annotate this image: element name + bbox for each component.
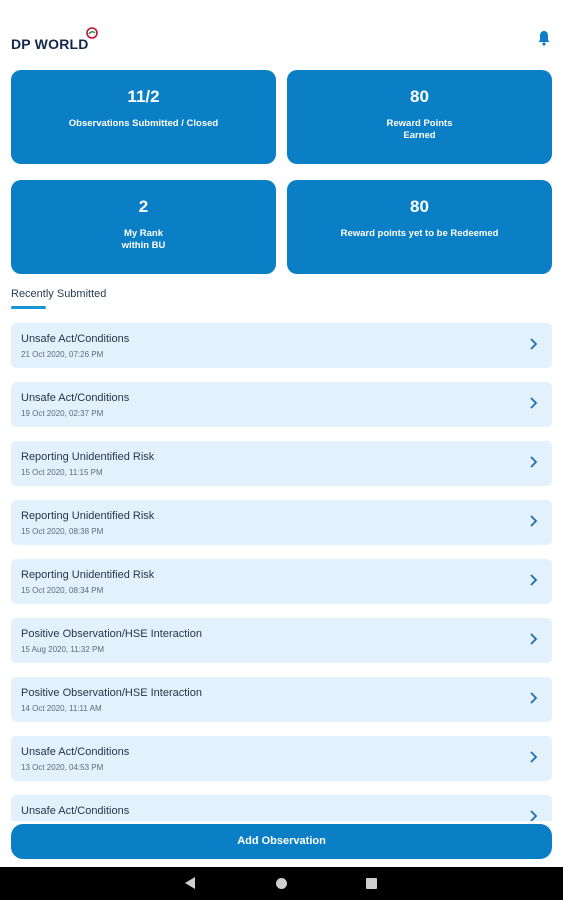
list-item-date: 15 Aug 2020, 11:32 PM <box>21 645 105 654</box>
stat-label: Reward Points Earned <box>386 118 453 141</box>
chevron-right-icon <box>529 691 538 705</box>
list-item[interactable] <box>11 795 552 821</box>
stat-card-reward-points-earned[interactable] <box>287 70 552 164</box>
stat-label: Reward points yet to be Redeemed <box>340 228 499 239</box>
home-icon[interactable] <box>276 878 287 889</box>
stat-card-observations[interactable] <box>11 70 276 164</box>
system-navigation-bar <box>0 867 563 900</box>
list-item-title: Reporting Unidentified Risk <box>21 451 155 463</box>
chevron-right-icon <box>529 809 538 821</box>
back-icon[interactable] <box>184 876 196 890</box>
chevron-right-icon <box>529 632 538 646</box>
add-observation-button[interactable]: Add Observation <box>11 824 552 859</box>
stat-value: 11/2 <box>127 87 160 106</box>
chevron-right-icon <box>529 750 538 764</box>
list-item[interactable] <box>11 500 552 545</box>
list-item-date: 13 Oct 2020, 04:53 PM <box>21 763 104 772</box>
list-item-title: Positive Observation/HSE Interaction <box>21 687 202 699</box>
app-header <box>0 0 563 62</box>
list-item[interactable] <box>11 323 552 368</box>
section-underline <box>11 306 46 309</box>
list-item-date: 19 Oct 2020, 02:37 PM <box>21 409 104 418</box>
section-title-recently-submitted: Recently Submitted <box>11 288 107 300</box>
list-item[interactable] <box>11 559 552 604</box>
stat-label: Observations Submitted / Closed <box>68 118 219 129</box>
chevron-right-icon <box>529 514 538 528</box>
list-item-date: 21 Oct 2020, 07:26 PM <box>21 350 104 359</box>
list-item-date: 14 Oct 2020, 11:11 AM <box>21 704 102 713</box>
chevron-right-icon <box>529 573 538 587</box>
list-item[interactable] <box>11 441 552 486</box>
list-item[interactable] <box>11 677 552 722</box>
list-item[interactable] <box>11 618 552 663</box>
stat-card-points-to-redeem[interactable] <box>287 180 552 274</box>
chevron-right-icon <box>529 337 538 351</box>
stat-card-rank[interactable] <box>11 180 276 274</box>
list-item-title: Positive Observation/HSE Interaction <box>21 628 202 640</box>
dp-world-logo: DP WORLD <box>11 36 89 52</box>
list-item[interactable] <box>11 382 552 427</box>
dp-world-logo-mark-icon <box>86 27 98 39</box>
list-item-title: Unsafe Act/Conditions <box>21 746 130 758</box>
list-item-date: 15 Oct 2020, 08:38 PM <box>21 527 104 536</box>
stat-value: 2 <box>138 197 149 216</box>
list-item-date: 15 Oct 2020, 08:34 PM <box>21 586 104 595</box>
observation-list[interactable] <box>11 323 552 821</box>
recent-apps-icon[interactable] <box>366 878 377 889</box>
bell-icon[interactable] <box>537 30 551 46</box>
list-item-title: Reporting Unidentified Risk <box>21 569 155 581</box>
list-item-title: Unsafe Act/Conditions <box>21 392 130 404</box>
list-item-title: Unsafe Act/Conditions <box>21 333 130 345</box>
chevron-right-icon <box>529 396 538 410</box>
stat-value: 80 <box>410 197 429 216</box>
stat-label: My Rank within BU <box>121 228 166 251</box>
list-item-date: 15 Oct 2020, 11:15 PM <box>21 468 103 477</box>
chevron-right-icon <box>529 455 538 469</box>
list-item-title: Reporting Unidentified Risk <box>21 510 155 522</box>
list-item-title: Unsafe Act/Conditions <box>21 805 130 817</box>
list-item[interactable] <box>11 736 552 781</box>
stat-value: 80 <box>410 87 429 106</box>
